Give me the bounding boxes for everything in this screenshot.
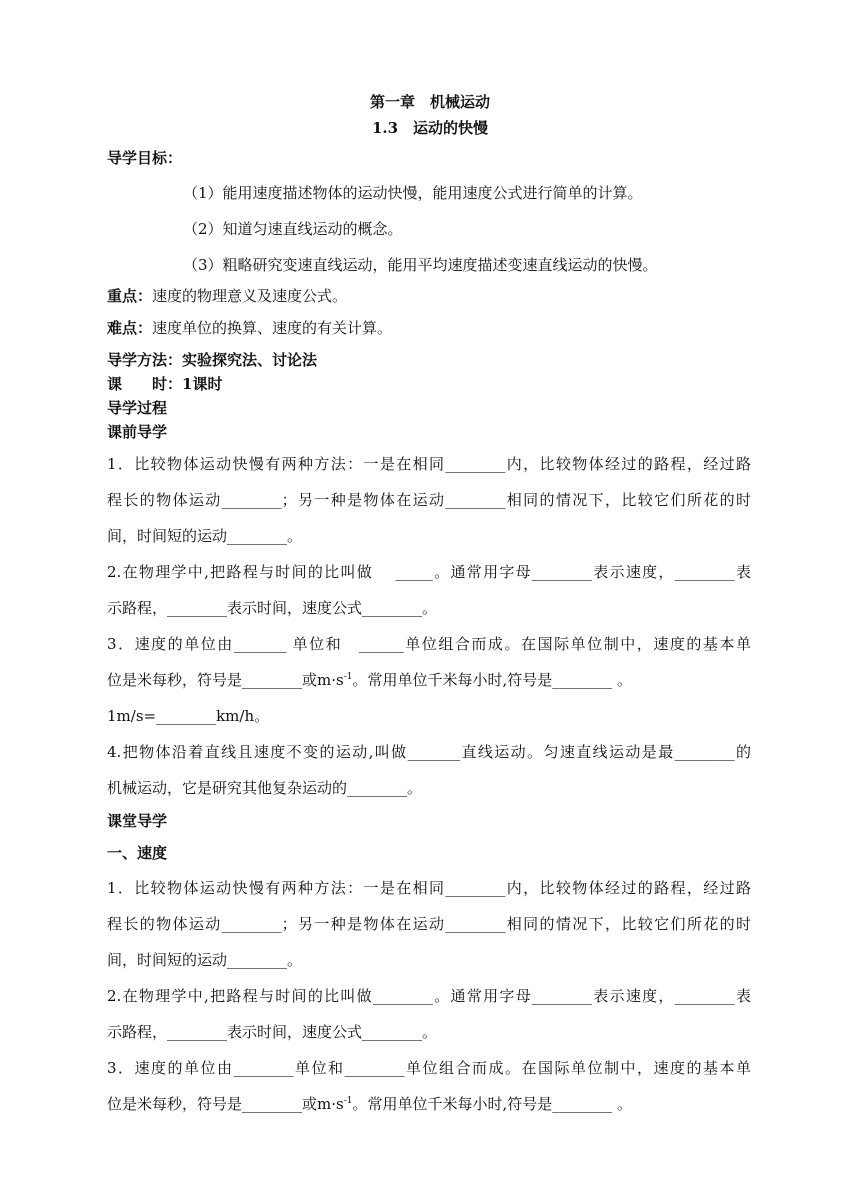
question-line: [107, 670, 632, 690]
unit-superscript: -1: [343, 672, 353, 682]
question-line: 示路程，________表示时间，速度公式________。: [107, 599, 438, 617]
question-text: 位是米每秒，符号是________或m·s: [107, 1095, 344, 1113]
question-line: 程长的物体运动________；另一种是物体在运动________相同的情况下，比较它们所花的时: [107, 491, 751, 509]
difficult-point-label: 难点：: [107, 319, 153, 337]
objective-item: （2）知道匀速直线运动的概念。: [183, 220, 403, 238]
period-value: 1课时: [182, 375, 223, 393]
period-line: [107, 374, 222, 394]
question-line: 间，时间短的运动________。: [107, 527, 303, 545]
unit-superscript: -1: [343, 1096, 353, 1106]
question-text: 。常用单位千米每小时,符号是________ 。: [352, 671, 633, 689]
question-line: 机械运动，它是研究其他复杂运动的________。: [107, 779, 423, 797]
question-line: 示路程，________表示时间，速度公式________。: [107, 1023, 438, 1041]
question-line: 间，时间短的运动________。: [107, 951, 303, 969]
objective-item: （1）能用速度描述物体的运动快慢，能用速度公式进行简单的计算。: [183, 184, 643, 202]
conversion-line: 1m/s=________km/h。: [107, 707, 270, 725]
question-text: 。常用单位千米每小时,符号是________ 。: [352, 1095, 633, 1113]
chapter-title: 第一章 机械运动: [369, 93, 490, 111]
pre-class-heading: 课前导学: [107, 423, 168, 441]
question-line: 2.在物理学中,把路程与时间的比叫做 _____。通常用字母________表示速度，________表: [107, 563, 751, 581]
objectives-heading: 导学目标：: [107, 149, 183, 167]
difficult-point: [107, 318, 392, 338]
question-line: 3．速度的单位由_______ 单位和 ______单位组合而成。在国际单位制中，速度的基本单: [107, 635, 751, 653]
question-line: 2.在物理学中,把路程与时间的比叫做________。通常用字母________表示速度，________表: [107, 987, 751, 1005]
question-line: 1．比较物体运动快慢有两种方法：一是在相同________内，比较物体经过的路程，经过路: [107, 879, 751, 897]
question-line: 1．比较物体运动快慢有两种方法：一是在相同________内，比较物体经过的路程，经过路: [107, 455, 751, 473]
question-text: 位是米每秒，符号是________或m·s: [107, 671, 344, 689]
key-point: [107, 286, 347, 306]
key-point-label: 重点：: [107, 287, 153, 305]
key-point-text: 速度的物理意义及速度公式。: [152, 287, 348, 305]
difficult-point-text: 速度单位的换算、速度的有关计算。: [152, 319, 393, 337]
lesson-title: 1.3 运动的快慢: [371, 119, 489, 137]
question-line: 4.把物体沿着直线且速度不变的运动,叫做_______直线运动。匀速直线运动是最________的: [107, 743, 751, 761]
question-line: 程长的物体运动________；另一种是物体在运动________相同的情况下，比较它们所花的时: [107, 915, 751, 933]
question-line: [107, 1094, 632, 1114]
process-heading: 导学过程: [107, 399, 168, 417]
objective-item: （3）粗略研究变速直线运动，能用平均速度描述变速直线运动的快慢。: [183, 256, 658, 274]
in-class-heading: 课堂导学: [107, 812, 168, 830]
section-heading: 一、速度: [107, 844, 168, 862]
method-line: 导学方法：实验探究法、讨论法: [107, 351, 318, 369]
question-line: 3．速度的单位由________单位和________单位组合而成。在国际单位制中，速度的基本单: [107, 1059, 751, 1077]
period-label: 课 时：: [107, 375, 183, 393]
